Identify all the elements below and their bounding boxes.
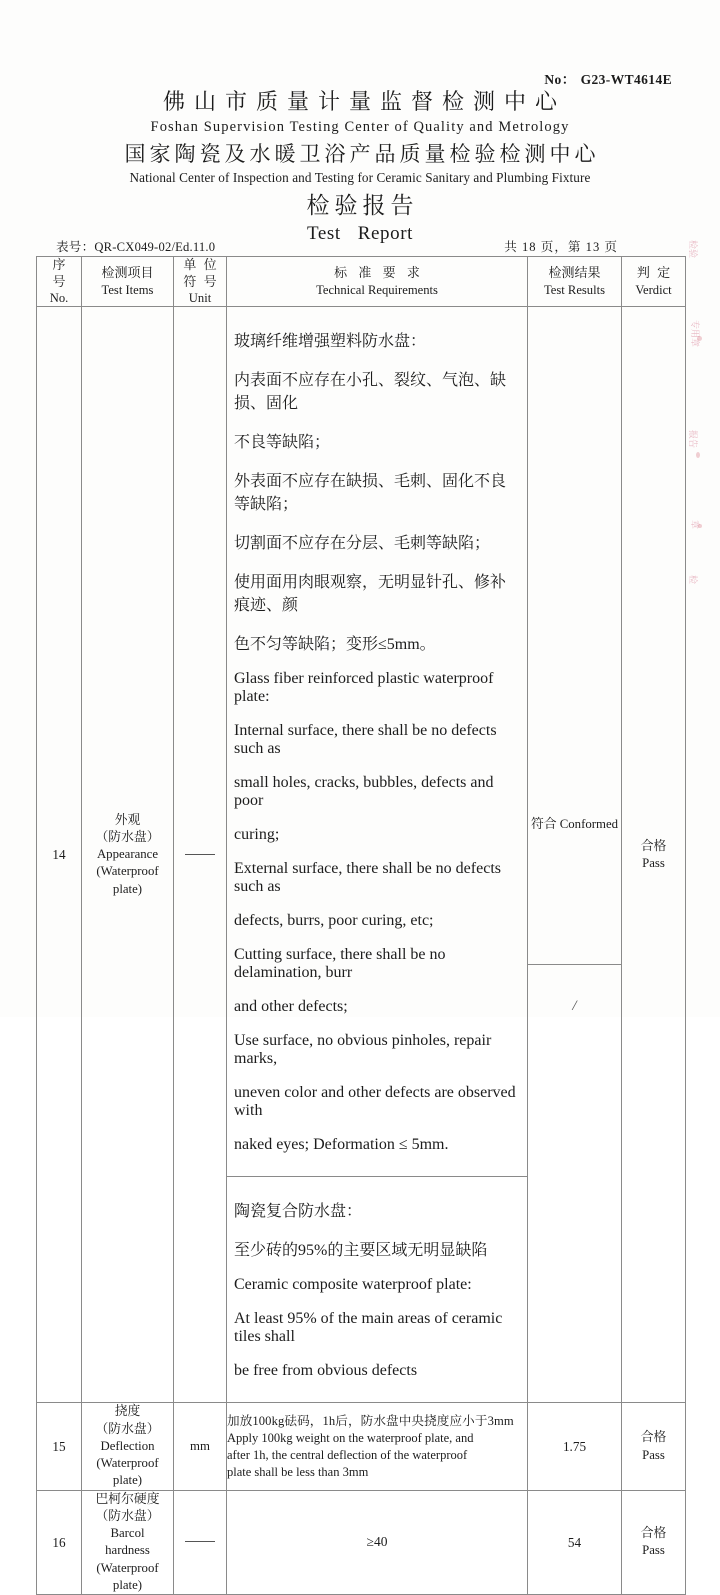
column-header-unit-en: Unit — [188, 291, 212, 306]
requirement-block-ceramic — [227, 1177, 527, 1402]
column-header-verdict — [622, 257, 686, 307]
column-header-test-items — [82, 257, 174, 307]
verdict-cn: 合格 — [640, 1526, 667, 1541]
item-line: Barcol — [110, 1526, 145, 1541]
result-value-slash: / — [572, 998, 577, 1015]
req-line: naked eyes; Deformation ≤ 5mm. — [234, 1136, 449, 1154]
item-line: plate) — [112, 1578, 143, 1593]
result-value-en: Conformed — [559, 817, 619, 832]
column-header-results — [528, 257, 622, 307]
report-number-value: G23-WT4614E — [580, 72, 672, 87]
row-unit-16 — [174, 1490, 227, 1595]
req-line: Internal surface, there shall be no defects such as — [234, 722, 497, 758]
column-header-test-items-en: Test Items — [101, 282, 154, 297]
req-line: curing; — [234, 826, 280, 844]
row-verdict-16 — [622, 1490, 686, 1595]
row-requirements-14 — [227, 307, 528, 1403]
table-row — [37, 1403, 686, 1490]
column-header-no-cn2: 号 — [52, 273, 66, 289]
stamp-artifact: 报告 — [688, 430, 698, 449]
stamp-artifact: 章 — [690, 520, 700, 530]
req-line: Use surface, no obvious pinholes, repair marks, — [234, 1032, 492, 1068]
stamp-artifact: 检 — [688, 575, 698, 585]
item-line: 外观 — [114, 812, 141, 827]
row-no-15: 15 — [37, 1403, 82, 1490]
item-line: （防水盘） — [95, 1421, 160, 1436]
stamp-smudge — [698, 524, 702, 528]
req-line: 使用面用肉眼观察，无明显针孔、修补痕迹、颜 — [234, 574, 507, 615]
result-gfrp — [528, 664, 621, 965]
req-line: be free from obvious defects — [234, 1362, 418, 1380]
pagination-label: 共 18 页，第 13 页 — [504, 240, 618, 254]
verdict-en: Pass — [642, 1447, 665, 1462]
column-header-no-cn1: 序 — [52, 257, 66, 272]
item-line: Deflection — [100, 1438, 155, 1453]
column-header-results-en: Test Results — [543, 282, 606, 297]
item-line: 巴柯尔硬度 — [95, 1491, 160, 1506]
item-line: Appearance — [96, 847, 159, 862]
table-row — [37, 307, 686, 1403]
page-title-en-word1: Test — [306, 223, 341, 245]
req-line: 玻璃纤维增强塑料防水盘： — [234, 333, 427, 351]
row-item-16 — [82, 1490, 174, 1595]
column-header-unit — [174, 257, 227, 307]
item-line: (Waterproof — [96, 1456, 159, 1471]
column-header-unit-cn1: 单 位 — [183, 257, 219, 272]
row-verdict-15 — [622, 1403, 686, 1490]
organization-name-cn: 佛山市质量计量监督检测中心 — [162, 89, 566, 114]
document-header — [0, 88, 720, 247]
column-header-unit-cn2: 符 号 — [183, 273, 219, 289]
column-header-no-en: No. — [49, 291, 69, 306]
row-result-15: 1.75 — [528, 1403, 622, 1490]
column-header-test-items-cn: 检测项目 — [101, 265, 154, 281]
report-number — [544, 68, 672, 88]
row-verdict-14 — [622, 307, 686, 1403]
column-header-verdict-en: Verdict — [635, 282, 672, 297]
result-ceramic — [528, 965, 621, 1045]
req-line: uneven color and other defects are observed with — [234, 1084, 516, 1120]
requirement-block-gfrp — [227, 307, 527, 1177]
req-line: Ceramic composite waterproof plate: — [234, 1276, 472, 1294]
row-no-14: 14 — [37, 307, 82, 1403]
req-line: plate shall be less than 3mm — [227, 1464, 369, 1479]
req-line: after 1h, the central deflection of the waterproof — [227, 1447, 468, 1462]
req-line: and other defects; — [234, 998, 348, 1016]
stamp-smudge — [697, 336, 702, 341]
stamp-artifact: 专用章 — [690, 320, 700, 348]
form-number: 表号：QR-CX049-02/Ed.11.0 — [56, 240, 216, 254]
item-line: plate) — [112, 1473, 143, 1488]
column-header-requirements-cn: 标 准 要 求 — [334, 265, 424, 281]
row-requirements-16: ≥40 — [227, 1490, 528, 1595]
column-header-results-cn: 检测结果 — [548, 265, 601, 281]
row-item-15 — [82, 1403, 174, 1490]
row-unit-14 — [174, 307, 227, 1403]
req-line: 内表面不应存在小孔、裂纹、气泡、缺损、固化 — [234, 372, 507, 413]
req-line: 外表面不应存在缺损、毛刺、固化不良等缺陷； — [234, 473, 507, 514]
item-line: (Waterproof — [96, 1560, 159, 1575]
table-header-row — [37, 257, 686, 307]
req-line: 陶瓷复合防水盘： — [234, 1203, 363, 1221]
empty-unit-dash — [185, 1541, 215, 1542]
req-line: 切割面不应存在分层、毛刺等缺陷； — [234, 535, 491, 553]
column-header-requirements-en: Technical Requirements — [316, 282, 438, 297]
empty-unit-dash — [185, 854, 215, 855]
page-title-cn: 检验报告 — [306, 193, 419, 219]
stamp-artifact: 检验 — [688, 240, 698, 259]
row-no-16: 16 — [37, 1490, 82, 1595]
row-result-14 — [528, 307, 622, 1403]
req-line: External surface, there shall be no defects such as — [234, 860, 501, 896]
item-line: plate) — [112, 881, 143, 896]
stamp-smudge — [696, 452, 700, 458]
column-header-verdict-cn: 判 定 — [636, 265, 673, 281]
item-line: hardness — [105, 1543, 150, 1558]
organization-name-en: Foshan Supervision Testing Center of Quality and Metrology — [150, 118, 570, 135]
req-line: Cutting surface, there shall be no delamination, burr — [234, 946, 446, 982]
verdict-en: Pass — [642, 1543, 665, 1558]
req-line: Apply 100kg weight on the waterproof plate, and — [227, 1430, 474, 1445]
verdict-cn: 合格 — [640, 838, 667, 853]
req-line: Glass fiber reinforced plastic waterproof plate: — [234, 670, 494, 706]
verdict-en: Pass — [642, 855, 665, 870]
item-line: (Waterproof — [96, 864, 159, 879]
result-value-cn: 符合 — [530, 817, 557, 832]
req-line: 加放100kg砝码，1h后，防水盘中央挠度应小于3mm — [227, 1413, 514, 1428]
center-name-en: National Center of Inspection and Testing for Ceramic Sanitary and Plumbing Fixture — [129, 169, 591, 185]
report-number-label: No： — [544, 72, 576, 87]
req-line: defects, burrs, poor curing, etc; — [234, 912, 434, 930]
column-header-no — [37, 257, 82, 307]
table-row — [37, 1490, 686, 1595]
item-line: 挠度 — [114, 1404, 141, 1419]
item-line: （防水盘） — [95, 1508, 160, 1523]
req-line: 色不匀等缺陷；变形≤5mm。 — [234, 636, 436, 654]
req-line: small holes, cracks, bubbles, defects and poor — [234, 774, 494, 810]
column-header-requirements — [227, 257, 528, 307]
row-item-14 — [82, 307, 174, 1403]
center-name-cn: 国家陶瓷及水暖卫浴产品质量检验检测中心 — [124, 141, 600, 166]
verdict-cn: 合格 — [640, 1430, 667, 1445]
row-result-16: 54 — [528, 1490, 622, 1595]
form-meta-row — [56, 236, 684, 255]
req-line: At least 95% of the main areas of ceramic tiles shall — [234, 1310, 503, 1346]
req-line: 至少砖的95%的主要区域无明显缺陷 — [234, 1242, 488, 1260]
row-unit-15: mm — [174, 1403, 227, 1490]
item-line: （防水盘） — [95, 829, 160, 844]
req-line: 不良等缺陷； — [234, 434, 331, 452]
page-title-en-word2: Report — [357, 223, 414, 245]
row-requirements-15 — [227, 1403, 528, 1490]
test-results-table — [36, 256, 686, 1595]
